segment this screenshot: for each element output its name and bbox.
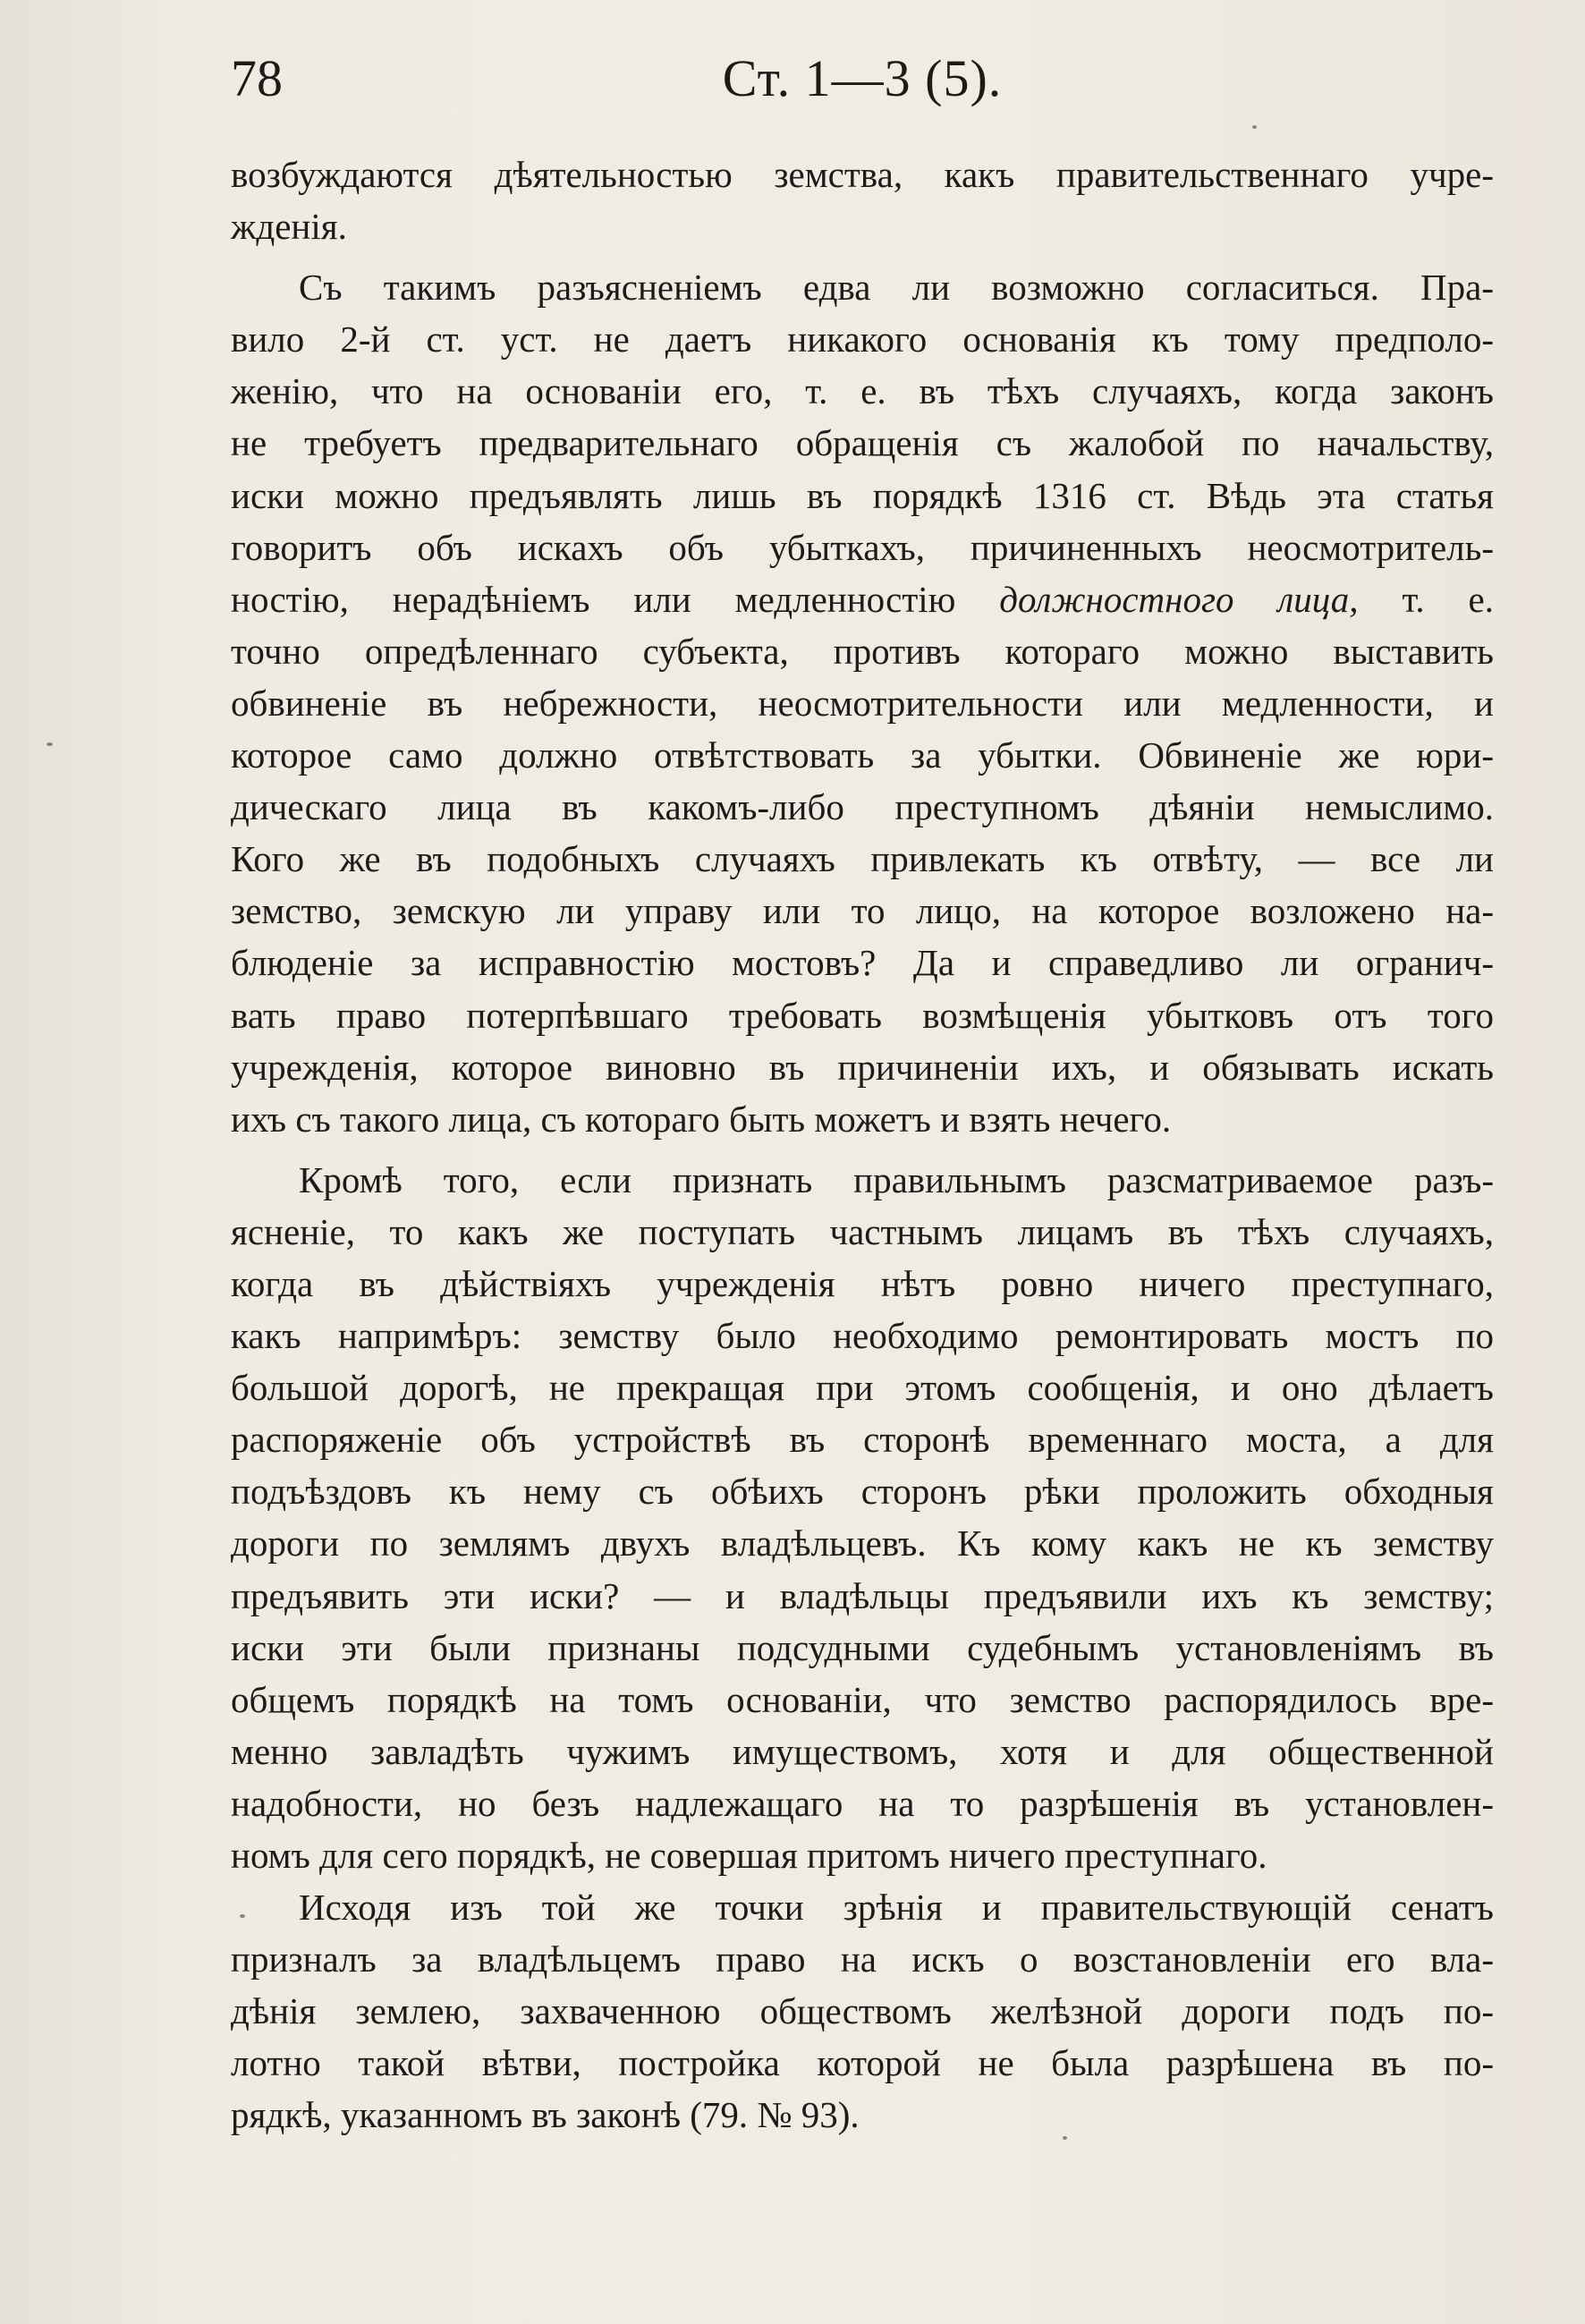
running-title: Ст. 1—3 (5). — [722, 49, 1003, 107]
text-line: рядкѣ, указанномъ въ законѣ (79. № 93). — [231, 2094, 860, 2136]
scan-speck — [1252, 125, 1257, 129]
text-line: дѣнія землею, захваченною обществомъ желѣзной дороги подъ по- — [231, 1990, 1494, 2032]
text-line: обвиненіе въ небрежности, неосмотрительности или медленности, и — [231, 682, 1494, 724]
text-line: когда въ дѣйствіяхъ учрежденія нѣтъ ровно ничего преступнаго, — [231, 1262, 1494, 1304]
text-line: большой дорогѣ, не прекращая при этомъ сообщенія, и оно дѣлаетъ — [231, 1367, 1494, 1409]
text-line: лотно такой вѣтви, постройка которой не была разрѣшена въ по- — [231, 2042, 1494, 2084]
scan-speck — [47, 742, 53, 746]
text-run: т. е. — [1358, 578, 1494, 620]
page-header — [231, 43, 1494, 115]
italic-emphasis: должностного лица, — [999, 578, 1359, 620]
text-line: точно опредѣленнаго субъекта, противъ котораго можно выставить — [231, 630, 1494, 672]
text-line: дическаго лица въ какомъ-либо преступномъ дѣяніи немыслимо. — [231, 786, 1494, 828]
text-line: вать право потерпѣвшаго требовать возмѣщенія убытковъ отъ того — [231, 994, 1494, 1036]
scan-speck — [240, 1914, 245, 1918]
text-line: земство, земскую ли управу или то лицо, на которое возложено на- — [231, 890, 1494, 932]
text-line: надобности, но безъ надлежащаго на то разрѣшенія въ установлен- — [231, 1782, 1494, 1824]
text-line: блюденіе за исправностію мостовъ? Да и справедливо ли огранич- — [231, 942, 1494, 984]
text-line: предъявить эти иски? — и владѣльцы предъявили ихъ къ земству; — [231, 1574, 1494, 1616]
text-line: вило 2-й ст. уст. не даетъ никакого основанія къ тому предполо- — [231, 318, 1494, 360]
text-line: женію, что на основаніи его, т. е. въ тѣхъ случаяхъ, когда законъ — [231, 370, 1494, 412]
text-line: говоритъ объ искахъ объ убыткахъ, причиненныхъ неосмотритель- — [231, 526, 1494, 568]
text-line: Кого же въ подобныхъ случаяхъ привлекать къ отвѣту, — все ли — [231, 838, 1494, 880]
text-line: жденія. — [231, 206, 347, 248]
text-line: возбуждаются дѣятельностью земства, какъ правительственнаго учре- — [231, 154, 1494, 195]
text-line: учрежденія, которое виновно въ причиненіи ихъ, и обязывать искать — [231, 1046, 1494, 1088]
text-line: Исходя изъ той же точки зрѣнія и правительствующій сенатъ — [299, 1887, 1494, 1929]
body-text — [231, 148, 1494, 2142]
text-line: иски эти были признаны подсудными судебнымъ установленіямъ въ — [231, 1626, 1494, 1668]
text-line: иски можно предъявлять лишь въ порядкѣ 1316 ст. Вѣдь эта статья — [231, 474, 1494, 516]
text-line: Съ такимъ разъясненіемъ едва ли возможно согласиться. Пра- — [299, 267, 1494, 309]
text-line: менно завладѣть чужимъ имуществомъ, хотя и для общественной — [231, 1730, 1494, 1772]
scan-speck — [1063, 2136, 1067, 2140]
page-number: 78 — [231, 49, 283, 107]
text-line-with-italic — [231, 573, 1494, 625]
text-line: призналъ за владѣльцемъ право на искъ о возстановленіи его вла- — [231, 1938, 1494, 1980]
text-line: не требуетъ предварительнаго обращенія съ жалобой по начальству, — [231, 422, 1494, 464]
text-line: ясненіе, то какъ же поступать частнымъ лицамъ въ тѣхъ случаяхъ, — [231, 1210, 1494, 1252]
text-run: ностію, нерадѣніемъ или медленностію — [231, 578, 1000, 620]
text-line: которое само должно отвѣтствовать за убытки. Обвиненіе же юри- — [231, 734, 1494, 776]
text-line: общемъ порядкѣ на томъ основаніи, что земство распорядилось вре- — [231, 1678, 1494, 1720]
text-line: какъ напримѣръ: земству было необходимо ремонтировать мостъ по — [231, 1315, 1494, 1357]
text-line: подъѣздовъ къ нему съ обѣихъ сторонъ рѣки проложить обходныя — [231, 1471, 1494, 1513]
text-line: Кромѣ того, если признать правильнымъ разсматриваемое разъ- — [299, 1158, 1494, 1200]
text-line: дороги по землямъ двухъ владѣльцевъ. Къ кому какъ не къ земству — [231, 1522, 1494, 1565]
text-line: номъ для сего порядкѣ, не совершая притомъ ничего преступнаго. — [231, 1835, 1267, 1876]
text-line: распоряженіе объ устройствѣ въ сторонѣ временнаго моста, а для — [231, 1419, 1494, 1461]
text-line: ихъ съ такого лица, съ котораго быть можетъ и взять нечего. — [231, 1098, 1172, 1140]
